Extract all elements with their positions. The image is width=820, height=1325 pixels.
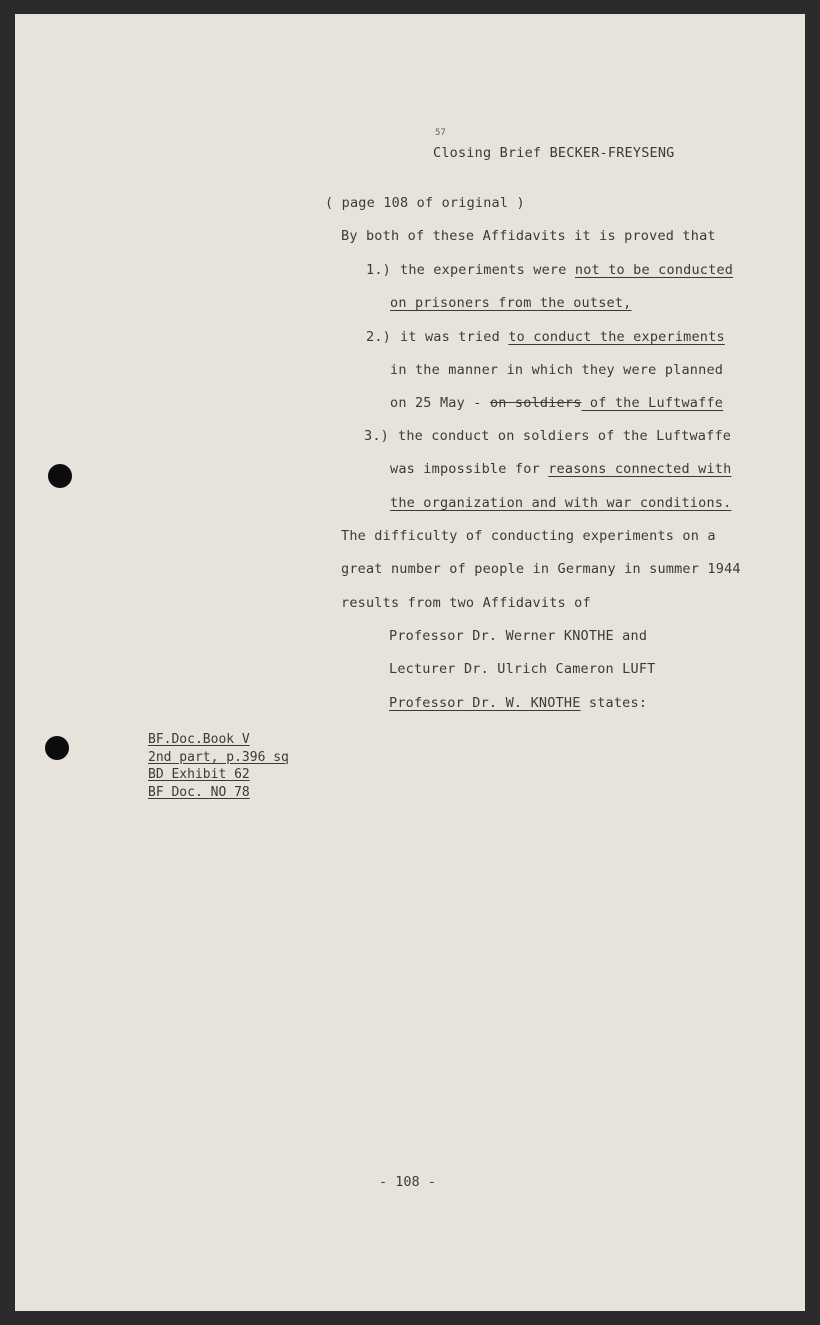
item-1-line-2: on prisoners from the outset, xyxy=(390,295,632,311)
paragraph-line-3: results from two Affidavits of xyxy=(341,595,591,611)
item-3-line-2: was impossible for reasons connected with xyxy=(390,461,732,477)
document-title: Closing Brief BECKER-FREYSENG xyxy=(433,145,675,161)
paragraph-line-2: great number of people in Germany in summer 1944 xyxy=(341,561,741,577)
item-3-line-3: the organization and with war conditions. xyxy=(390,495,732,511)
item-2-number: 2.) xyxy=(366,329,391,345)
person-2: Lecturer Dr. Ulrich Cameron LUFT xyxy=(389,661,656,677)
punch-hole xyxy=(48,464,72,488)
margin-note-line: 2nd part, p.396 sq xyxy=(148,749,289,765)
margin-note-line: BF.Doc.Book V xyxy=(148,732,250,747)
document-page xyxy=(15,14,805,1311)
page-number: - 108 - xyxy=(379,1174,436,1190)
page-reference: ( page 108 of original ) xyxy=(325,195,525,211)
item-1-line-1: the experiments were not to be conducted xyxy=(400,262,734,278)
margin-reference-note xyxy=(148,731,289,801)
item-2-line-1: it was tried to conduct the experiments xyxy=(400,329,725,345)
punch-hole xyxy=(45,736,69,760)
intro-line: By both of these Affidavits it is proved that xyxy=(341,228,716,244)
margin-note-line: BD Exhibit 62 xyxy=(148,767,250,782)
margin-note-line: BF Doc. NO 78 xyxy=(148,784,250,800)
states-line: Professor Dr. W. KNOTHE states: xyxy=(389,695,648,711)
page-number-mark: 57 xyxy=(435,128,446,138)
item-2-line-2: in the manner in which they were planned xyxy=(390,362,724,378)
person-1: Professor Dr. Werner KNOTHE and xyxy=(389,628,648,644)
item-3-number: 3.) xyxy=(364,428,389,444)
item-2-line-3: on 25 May - on soldiers of the Luftwaffe xyxy=(390,395,724,411)
paragraph-line-1: The difficulty of conducting experiments on a xyxy=(341,528,716,544)
item-1-number: 1.) xyxy=(366,262,391,278)
item-3-line-1: the conduct on soldiers of the Luftwaffe xyxy=(398,428,732,444)
